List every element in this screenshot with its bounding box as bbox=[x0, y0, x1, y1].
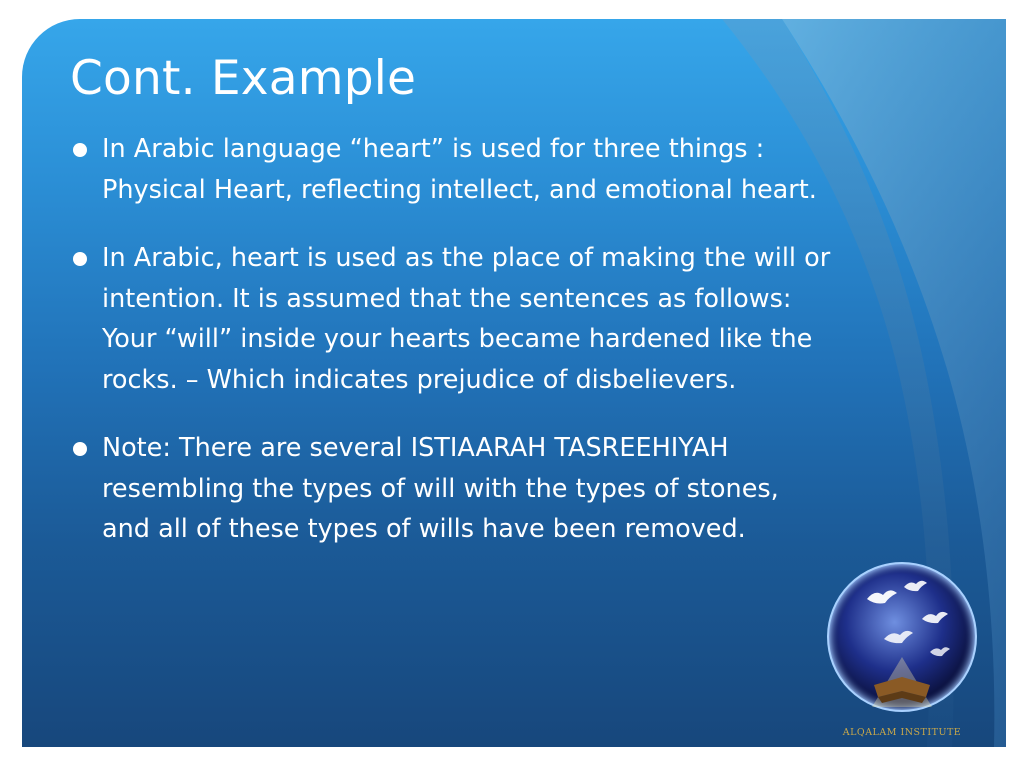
bullet-text: In Arabic, heart is used as the place of making the will or intention. It is assumed that the sentences as follows: Your “will” inside your hearts became hardened like the rocks. – Which indicates prejudice of disbelievers. bbox=[102, 243, 831, 395]
slide bbox=[22, 19, 1006, 747]
bullet-icon bbox=[73, 252, 87, 266]
slide-title: Cont. Example bbox=[70, 51, 417, 106]
bullet-item bbox=[72, 428, 832, 550]
logo-caption: ALQALAM INSTITUTE bbox=[842, 727, 962, 738]
institute-logo bbox=[812, 557, 992, 747]
bullet-item bbox=[72, 238, 832, 400]
bullet-text: In Arabic language “heart” is used for three things : Physical Heart, reflecting intellect, and emotional heart. bbox=[102, 134, 817, 205]
bullet-item bbox=[72, 129, 832, 210]
bullet-text: Note: There are several ISTIAARAH TASREEHIYAH resembling the types of will with the types of stones, and all of these types of wills have been removed. bbox=[102, 433, 779, 544]
bullet-list bbox=[72, 129, 832, 578]
bullet-icon bbox=[73, 143, 87, 157]
bullet-icon bbox=[73, 442, 87, 456]
